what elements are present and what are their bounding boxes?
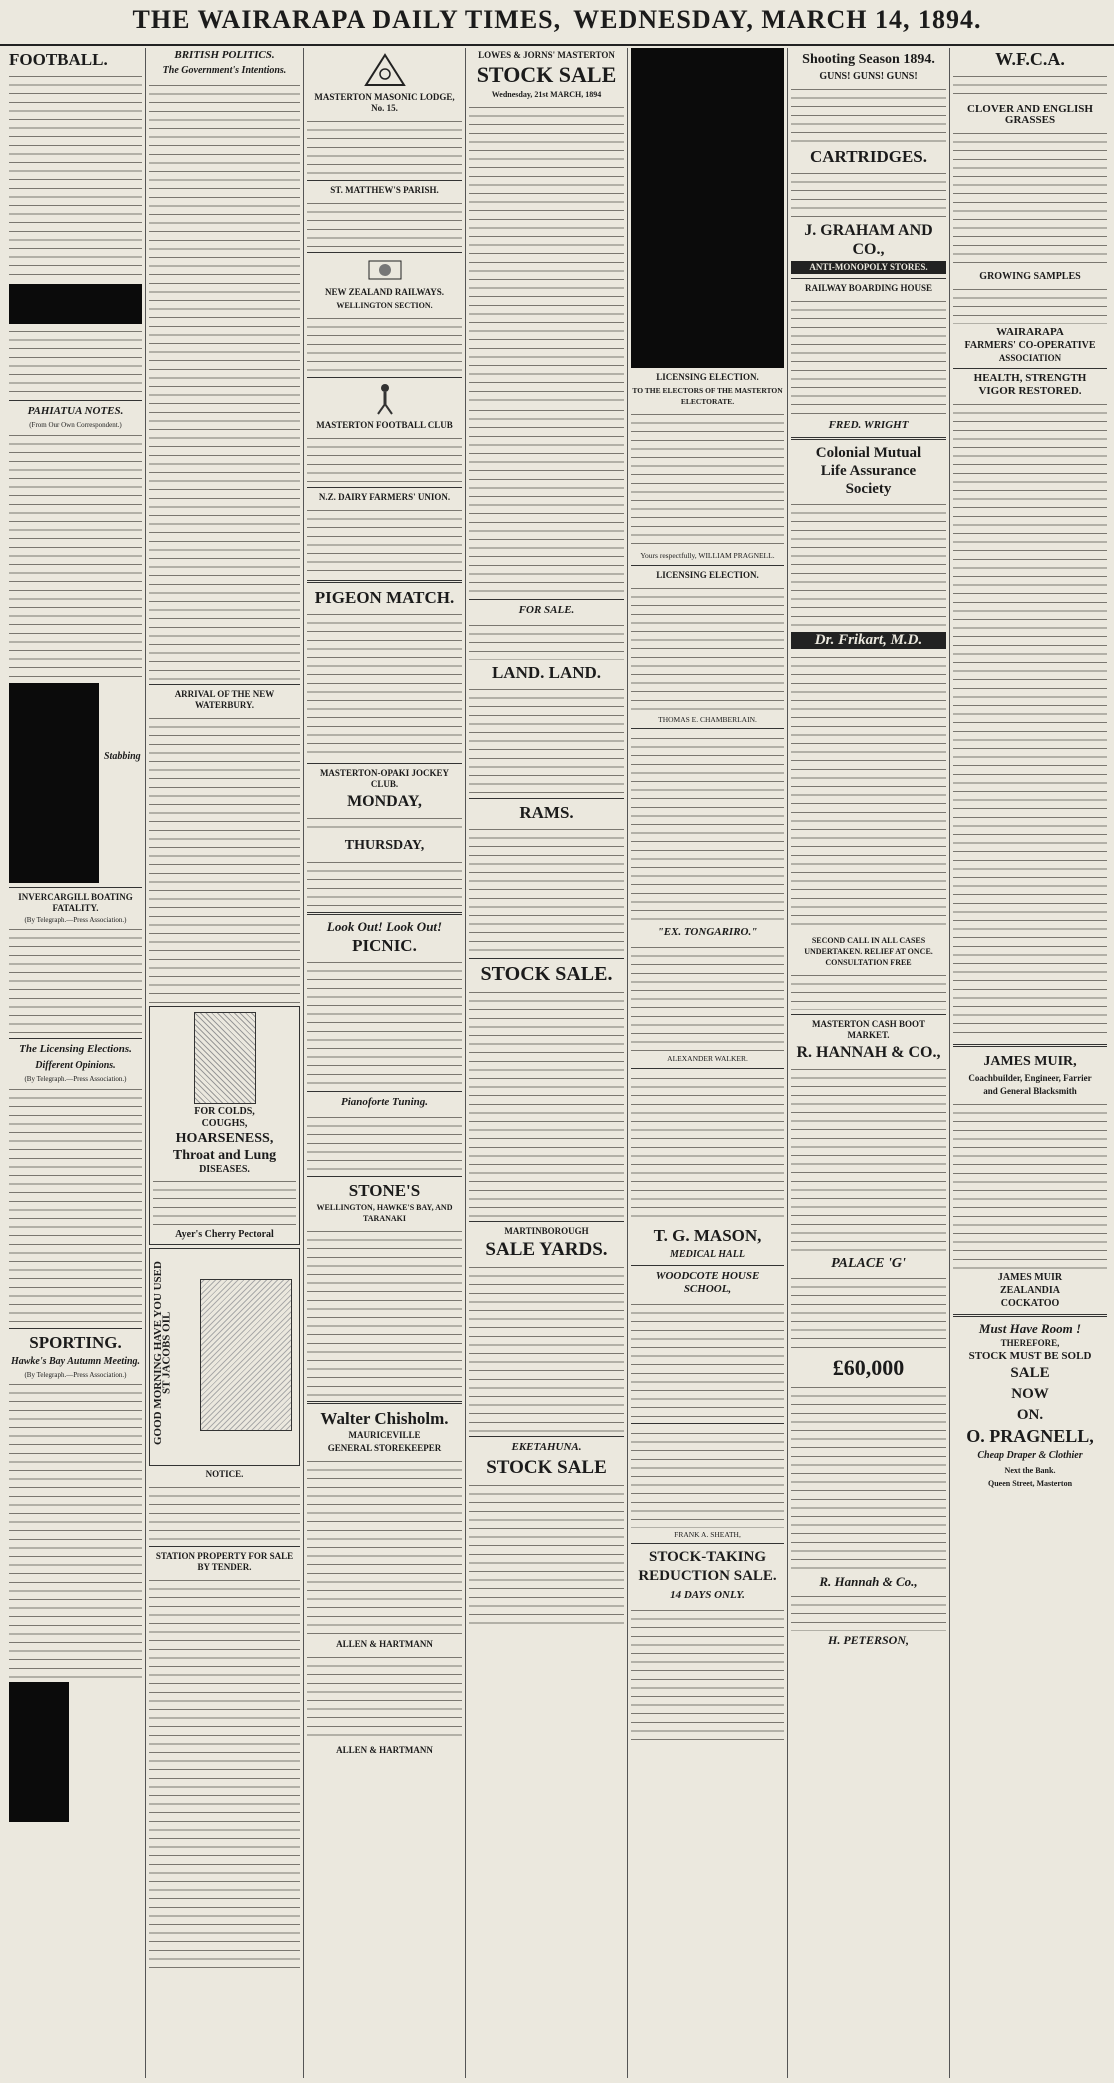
ayer-heading: Ayer's Cherry Pectoral	[175, 1229, 274, 1240]
association-heading: ASSOCIATION	[998, 353, 1062, 363]
jockey-text-2	[307, 857, 462, 907]
redaction-block	[9, 683, 99, 883]
boating-text	[9, 924, 142, 1034]
woodcote-text	[631, 1299, 784, 1419]
station-heading: STATION PROPERTY FOR SALE BY TENDER.	[155, 1551, 294, 1572]
pahiatua-heading: PAHIATUA NOTES.	[27, 405, 124, 417]
licensing-sub: (By Telegraph.—Press Association.)	[24, 1075, 127, 1084]
colonial-text	[791, 499, 946, 629]
divider	[631, 1068, 784, 1069]
colonial-line-3: Society	[845, 481, 892, 497]
divider	[631, 1423, 784, 1424]
mason-text	[631, 1073, 784, 1223]
sheath-sign: FRANK A. SHEATH,	[674, 1529, 741, 1539]
jamesmuir-sign: JAMES MUIR	[997, 1272, 1063, 1283]
allen-heading: ALLEN & HARTMANN	[336, 1639, 433, 1649]
guns-text	[791, 84, 946, 144]
therefore-heading: THEREFORE,	[1000, 1338, 1060, 1348]
redaction-block	[9, 284, 142, 324]
column-6	[788, 48, 950, 2078]
divider	[953, 368, 1107, 369]
divider	[9, 1038, 142, 1039]
wairarapa-heading: WAIRARAPA	[996, 326, 1064, 338]
price-heading: £60,000	[832, 1355, 905, 1380]
on-word: ON.	[1016, 1407, 1044, 1423]
football-club-heading: MASTERTON FOOTBALL CLUB	[316, 420, 453, 430]
growing-heading: GROWING SAMPLES	[979, 271, 1081, 282]
divider	[9, 400, 142, 401]
eketahuna-heading: EKETAHUNA.	[511, 1441, 582, 1453]
woodcote-heading: WOODCOTE HOUSE SCHOOL,	[655, 1269, 760, 1295]
divider	[469, 798, 624, 799]
railways-sub: WELLINGTON SECTION.	[336, 301, 433, 310]
cartridges-text	[791, 168, 946, 218]
health-text	[953, 399, 1107, 1039]
antimonopoly-heading: ANTI-MONOPOLY STORES.	[791, 261, 946, 274]
now-word: NOW	[1011, 1386, 1049, 1402]
hannah-foot	[791, 1591, 946, 1631]
divider	[791, 278, 946, 279]
divider	[469, 1436, 624, 1437]
licensing-text	[9, 1084, 142, 1324]
growing-text	[953, 284, 1107, 324]
stocktaking-heading: STOCK-TAKING REDUCTION SALE.	[638, 1549, 777, 1585]
mason-heading: T. G. MASON,	[653, 1225, 762, 1245]
divider	[953, 1044, 1107, 1047]
notice-text	[149, 1482, 300, 1542]
hawkes-sub: (By Telegraph.—Press Association.)	[24, 1370, 127, 1379]
stones-text	[307, 1226, 462, 1396]
palace-heading: PALACE 'G'	[831, 1256, 906, 1271]
football-text-2	[9, 326, 142, 396]
queenst-line: Queen Street, Masterton	[987, 1479, 1073, 1488]
divider	[307, 1091, 462, 1092]
divider	[469, 1221, 624, 1222]
piano-heading: Pianoforte Tuning.	[341, 1096, 428, 1108]
redaction-block	[9, 1682, 69, 1822]
doctor-text	[791, 652, 946, 932]
man-illustration	[200, 1279, 292, 1431]
walter-text	[307, 1456, 462, 1636]
cartridges-heading: CARTRIDGES.	[809, 147, 927, 166]
nextbank-line: Next the Bank.	[1004, 1466, 1056, 1475]
colonial-line-1: Colonial Mutual	[815, 445, 922, 461]
lookout-heading: Look Out! Look Out!	[326, 919, 443, 934]
palace-text	[791, 1273, 946, 1353]
election-text	[631, 733, 784, 923]
football-player-icon	[370, 382, 400, 416]
saleyards-heading: SALE YARDS.	[485, 1239, 608, 1260]
walter-heading: Walter Chisholm.	[320, 1409, 449, 1428]
divider	[9, 1328, 142, 1329]
hawkes-text	[9, 1379, 142, 1679]
guns-heading: GUNS! GUNS! GUNS!	[819, 71, 918, 82]
colds-text	[153, 1176, 296, 1226]
arrival-heading: ARRIVAL OF THE NEW WATERBURY.	[174, 689, 275, 710]
colds-line-3: HOARSENESS,	[175, 1131, 274, 1146]
masthead	[0, 0, 1114, 46]
wfca-heading: W.F.C.A.	[995, 49, 1065, 69]
paper-name: THE WAIRARAPA DAILY TIMES,	[132, 5, 562, 34]
directory-heading: WELLINGTON, HAWKE'S BAY, AND TARANAKI	[316, 1203, 453, 1223]
cancer-heading: SECOND CALL IN ALL CASES UNDERTAKEN. RELIEF AT ONCE. CONSULTATION FREE	[804, 936, 933, 967]
column-3	[304, 48, 466, 2078]
divider	[149, 684, 300, 685]
railways-text	[307, 313, 462, 373]
divider	[469, 958, 624, 959]
railway-crest-icon	[365, 257, 405, 283]
notice-heading: NOTICE.	[205, 1469, 244, 1479]
divider	[307, 763, 462, 764]
jockey-text	[307, 813, 462, 833]
hannah-sign: R. Hannah & Co.,	[819, 1574, 918, 1589]
divider	[307, 377, 462, 378]
politics-heading: BRITISH POLITICS.	[174, 49, 275, 61]
divider	[791, 1014, 946, 1015]
medical-hall: MEDICAL HALL	[670, 1248, 745, 1260]
stock-sale-heading: STOCK SALE	[476, 62, 617, 87]
rams-heading: RAMS.	[519, 803, 574, 822]
thursday-heading: THURSDAY,	[344, 838, 425, 853]
column-4	[466, 48, 628, 2078]
sporting-heading: SPORTING.	[29, 1332, 122, 1352]
masonic-heading: MASTERTON MASONIC LODGE, No. 15.	[314, 92, 455, 113]
sheath-text	[631, 1428, 784, 1528]
colds-line-4: Throat and Lung	[172, 1148, 277, 1163]
colds-line-2: COUGHS,	[201, 1118, 248, 1129]
price-text	[791, 1382, 946, 1572]
divider	[631, 728, 784, 729]
divider	[307, 1176, 462, 1177]
divider	[953, 1314, 1107, 1317]
arrival-text	[149, 713, 300, 1003]
column-5	[628, 48, 788, 2078]
draper-heading: Cheap Draper & Clothier	[977, 1450, 1083, 1461]
jamesmuir-heading: JAMES MUIR,	[983, 1054, 1077, 1069]
storekeeper-heading: GENERAL STOREKEEPER	[327, 1443, 442, 1453]
tongariro-heading: "EX. TONGARIRO."	[657, 926, 758, 939]
cockatoo-heading: COCKATOO	[1000, 1298, 1060, 1309]
column-1	[6, 48, 146, 2078]
sale-date: Wednesday, 21st MARCH, 1894	[491, 90, 602, 99]
intentions-heading: The Government's Intentions.	[162, 65, 287, 76]
boating-heading: INVERCARGILL BOATING FATALITY.	[18, 891, 133, 913]
coachbuilder-heading: Coachbuilder, Engineer, Farrier	[968, 1073, 1092, 1083]
days-heading: 14 DAYS ONLY.	[670, 1589, 745, 1602]
licensing-heading: The Licensing Elections.	[19, 1043, 132, 1056]
boating-sub: (By Telegraph.—Press Association.)	[24, 915, 127, 924]
boot-market-heading: MASTERTON CASH BOOT MARKET.	[811, 1019, 926, 1040]
chamberlain-text	[631, 583, 784, 713]
pragnell-text	[631, 409, 784, 549]
allen-text	[307, 1652, 462, 1742]
shooting-heading: Shooting Season 1894.	[802, 52, 935, 67]
stock-sale-2-heading: STOCK SALE.	[480, 963, 613, 985]
column-2	[146, 48, 304, 2078]
licensing-heading-2: Different Opinions.	[35, 1060, 116, 1072]
stock-sale-3-heading: STOCK SALE	[486, 1457, 607, 1478]
pahiatua-text	[9, 430, 142, 680]
forsale-text	[469, 620, 624, 660]
divider	[149, 1546, 300, 1547]
divider	[9, 887, 142, 888]
picnic-text	[307, 957, 462, 1087]
stock-sale-2-text	[469, 987, 624, 1217]
farmers-heading: FARMERS' CO-OPERATIVE	[964, 340, 1096, 351]
piano-text	[307, 1112, 462, 1172]
divider	[631, 1543, 784, 1544]
football-club-text	[307, 433, 462, 483]
stock-list	[469, 102, 624, 402]
pigeon-heading: PIGEON MATCH.	[314, 588, 455, 607]
doctor-heading: Dr. Frikart, M.D.	[791, 632, 946, 649]
divider	[631, 1265, 784, 1266]
railways-heading: NEW ZEALAND RAILWAYS.	[325, 287, 444, 297]
allen-heading-2: ALLEN & HARTMANN	[336, 1745, 433, 1755]
pahiatua-sub: (From Our Own Correspondent.)	[29, 421, 122, 429]
health-heading: HEALTH, STRENGTH	[973, 372, 1087, 384]
redaction-block	[631, 48, 784, 368]
stock-sale-3-text	[469, 1480, 624, 1630]
politics-text	[149, 80, 300, 680]
rheumatism-slogan: GOOD MORNING HAVE YOU USED ST JACOBS OIL	[152, 1261, 173, 1445]
masthead-title	[0, 0, 1114, 40]
stocktaking-text	[631, 1605, 784, 1745]
colonial-line-2: Life Assurance	[820, 463, 917, 479]
chamberlain-sign: THOMAS E. CHAMBERLAIN.	[658, 714, 757, 724]
pigeon-text	[307, 609, 462, 759]
divider	[307, 487, 462, 488]
football-heading: FOOTBALL.	[9, 50, 108, 69]
colds-line-1: FOR COLDS,	[194, 1106, 255, 1117]
room-heading: Must Have Room !	[978, 1321, 1082, 1336]
vigor-heading: VIGOR RESTORED.	[978, 385, 1082, 397]
graham-heading: J. GRAHAM AND CO.,	[804, 222, 933, 258]
rheumatism-ad	[149, 1248, 300, 1466]
blacksmith-heading: and General Blacksmith	[983, 1086, 1077, 1096]
divider	[307, 580, 462, 583]
dairy-heading: N.Z. DAIRY FARMERS' UNION.	[318, 492, 451, 502]
station-text	[149, 1575, 300, 1975]
wfca-text	[953, 71, 1107, 101]
mauriceville-heading: MAURICEVILLE	[348, 1430, 421, 1440]
licensing-election-heading: LICENSING ELECTION.	[656, 372, 759, 382]
divider	[307, 1401, 462, 1404]
hannah-heading: R. HANNAH & CO.,	[796, 1044, 941, 1061]
electors-heading: TO THE ELECTORS OF THE MASTERTON ELECTORATE.	[632, 386, 783, 406]
martinborough-heading: MARTINBOROUGH	[504, 1226, 589, 1236]
stones-heading: STONE'S	[348, 1181, 421, 1200]
hawkes-heading: Hawke's Bay Autumn Meeting.	[10, 1355, 141, 1367]
lowes-heading: LOWES & JORNS' MASTERTON	[478, 50, 615, 60]
bottle-illustration	[194, 1012, 256, 1104]
issue-date: WEDNESDAY, MARCH 14, 1894.	[573, 5, 982, 34]
football-text	[9, 71, 142, 281]
monday-heading: MONDAY,	[347, 793, 422, 810]
jockey-heading: MASTERTON-OPAKI JOCKEY CLUB.	[319, 768, 450, 789]
stabbing-section	[9, 683, 142, 883]
cancer-text	[791, 970, 946, 1010]
pragnell-heading: O. PRAGNELL,	[966, 1426, 1094, 1446]
columns	[6, 48, 1110, 2078]
sale-word: SALE	[1010, 1365, 1050, 1381]
divider	[307, 252, 462, 253]
stmatthew-text	[307, 198, 462, 248]
peterson-heading: H. PETERSON,	[827, 1633, 909, 1647]
walker-sign: ALEXANDER WALKER.	[667, 1054, 748, 1064]
divider	[791, 437, 946, 440]
clover-text	[953, 128, 1107, 268]
clover-heading: CLOVER AND ENGLISH GRASSES	[967, 103, 1093, 126]
forsale-heading: FOR SALE.	[518, 604, 575, 616]
railway-house-text	[791, 296, 946, 416]
stabbing-label: Stabbing	[104, 750, 141, 762]
divider	[469, 599, 624, 600]
masonic-emblem-icon	[363, 52, 407, 88]
dairy-text	[307, 505, 462, 575]
zealandia-heading: ZEALANDIA	[999, 1285, 1060, 1296]
picnic-heading: PICNIC.	[352, 936, 417, 955]
railway-house-heading: RAILWAY BOARDING HOUSE	[804, 283, 933, 293]
colds-line-5: DISEASES.	[199, 1164, 250, 1175]
saleyards-text	[469, 1262, 624, 1432]
stock-text	[469, 405, 624, 595]
land-text	[469, 684, 624, 794]
walker-text	[631, 942, 784, 1052]
column-7	[950, 48, 1110, 2078]
stockmust-heading: STOCK MUST BE SOLD	[968, 1350, 1092, 1362]
divider	[307, 180, 462, 181]
muir-text	[953, 1099, 1107, 1269]
land-heading: LAND. LAND.	[491, 663, 602, 682]
fred-heading: FRED. WRIGHT	[828, 419, 909, 431]
rams-text	[469, 824, 624, 954]
licensing-election-heading-2: LICENSING ELECTION.	[656, 569, 759, 580]
stmatthew-heading: ST. MATTHEW'S PARISH.	[330, 185, 439, 195]
divider	[307, 912, 462, 915]
colds-ad	[149, 1006, 300, 1245]
masonic-text	[307, 116, 462, 176]
hannah-text	[791, 1064, 946, 1254]
divider	[631, 565, 784, 566]
pragnell-sign: Yours respectfully, WILLIAM PRAGNELL.	[640, 551, 775, 560]
